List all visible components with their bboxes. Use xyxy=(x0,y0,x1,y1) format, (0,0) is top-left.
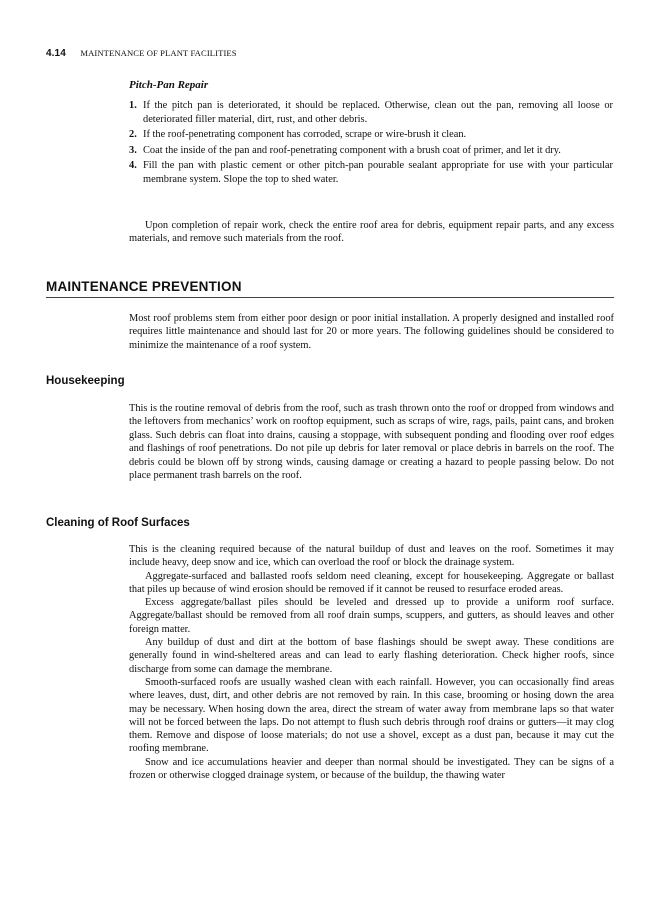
cleaning-paragraph: This is the cleaning required because of the natural buildup of dust and leaves on the roof. Sometimes it may include heavy, deep snow and ice, which can overload the roof or block the drainage system. xyxy=(129,544,614,569)
running-title: MAINTENANCE OF PLANT FACILITIES xyxy=(80,48,237,58)
page-number: 4.14 xyxy=(46,48,66,59)
housekeeping-heading: Housekeeping xyxy=(46,375,125,387)
cleaning-paragraph: Smooth-surfaced roofs are usually washed clean with each rainfall. However, you can occasionally find areas where leaves, dust, dirt, and other debris are not removed by rain. In this case, brooming or hosing down the area may be necessary. When hosing down the area, direct the stream of water away from membrane laps so that water will not be forced between the laps. Do not attempt to flush such debris through roof drains or gutters—it may clog them. Remove and dispose of loose materials; do not use a shovel, except as a dust pan, because it may cut the roofing membrane. xyxy=(129,676,614,755)
list-item xyxy=(129,144,613,158)
step-text: Coat the inside of the pan and roof-penetrating component with a brush coat of primer, and let it dry. xyxy=(143,144,561,156)
section-divider xyxy=(46,297,614,298)
pitch-pan-steps xyxy=(129,99,613,188)
step-number: 3. xyxy=(129,144,137,156)
cleaning-body xyxy=(129,543,614,782)
step-number: 4. xyxy=(129,160,137,171)
cleaning-paragraph: Snow and ice accumulations heavier and deeper than normal should be investigated. They can be signs of a frozen or otherwise clogged drainage system, or because of the buildup, the thawing water xyxy=(129,756,614,782)
maintenance-intro: Most roof problems stem from either poor design or poor initial installation. A properly designed and installed roof requires little maintenance and should last for 20 or more years. The following guidelines should be considered to minimize the maintenance of a roof system. xyxy=(129,313,614,351)
step-text: If the pitch pan is deteriorated, it should be replaced. Otherwise, clean out the pan, removing all loose or deteriorated filler material, dirt, rust, and other debris. xyxy=(143,100,613,125)
cleaning-paragraph: Aggregate-surfaced and ballasted roofs seldom need cleaning, except for housekeeping. Aggregate or ballast that piles up because of wind erosion should be removed if it cannot be reused to resurface eroded areas. xyxy=(129,570,614,595)
step-number: 1. xyxy=(129,100,137,111)
completion-paragraph: Upon completion of repair work, check the entire roof area for debris, equipment repair parts, and any excess materials, and remove such materials from the roof. xyxy=(129,220,614,245)
list-item xyxy=(129,128,613,142)
cleaning-paragraph: Excess aggregate/ballast piles should be leveled and dressed up to provide a uniform roof surface. Aggregate/ballast should be removed from all roof drain sumps, scuppers, and gutters, as should leaves and other foreign matter. xyxy=(129,597,614,635)
list-item xyxy=(129,99,613,126)
pitch-pan-title: Pitch-Pan Repair xyxy=(129,79,209,91)
list-item xyxy=(129,159,613,186)
cleaning-paragraph: Any buildup of dust and dirt at the bottom of base flashings should be swept away. These conditions are generally found in wind-sheltered areas and can lead to early flashing deterioration. Check higher roofs, since discharge from some can damage the membrane. xyxy=(129,637,614,675)
section-heading-maintenance-prevention: MAINTENANCE PREVENTION xyxy=(46,279,242,294)
step-text: If the roof-penetrating component has corroded, scrape or wire-brush it clean. xyxy=(143,129,467,140)
step-text: Fill the pan with plastic cement or other pitch-pan pourable sealant appropriate for use with your particular membrane system. Slope the top to shed water. xyxy=(143,160,613,185)
housekeeping-paragraph: This is the routine removal of debris from the roof, such as trash thrown onto the roof or dropped from windows and the leftovers from mechanics’ work on rooftop equipment, such as scraps of wire, rags, pails, paint cans, and broken glass. Such debris can float into drains, causing a stoppage, with subsequent ponding and flooding over roof edges and flashings of roof penetrations. Do not pile up debris for later removal or place debris in barrels on the roof. The debris could be blown off by strong winds, causing damage or creating a hazard to people passing below. Do not place permanent trash barrels on the roof. xyxy=(129,403,614,482)
page-header xyxy=(46,48,237,59)
cleaning-heading: Cleaning of Roof Surfaces xyxy=(46,517,190,529)
step-number: 2. xyxy=(129,129,137,140)
